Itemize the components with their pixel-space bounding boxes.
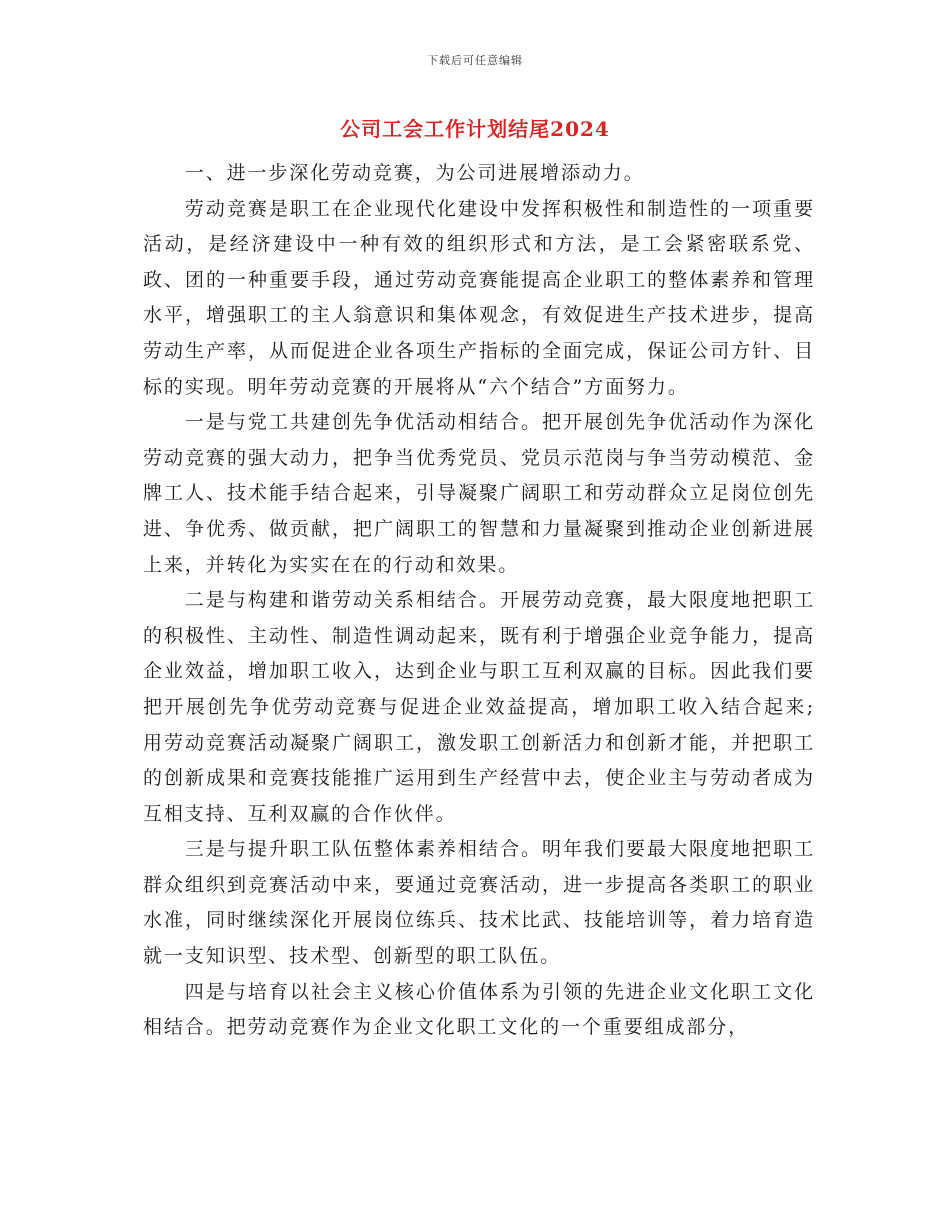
paragraph-point-one: 一是与党工共建创先争优活动相结合。把开展创先争优活动作为深化劳动竞赛的强大动力，把争当优秀党员、党员示范岗与争当劳动模范、金牌工人、技术能手结合起来，引导凝聚广阔职工和劳动群众立足岗位创先进、争优秀、做贡献，把广阔职工的智慧和力量凝聚到推动企业创新进展上来，并转化为实实在在的行动和效果。 — [143, 411, 815, 576]
document-title: 公司工会工作计划结尾2024 — [340, 117, 610, 141]
document-body — [143, 156, 815, 1046]
paragraph-intro: 劳动竞赛是职工在企业现代化建设中发挥积极性和制造性的一项重要活动，是经济建设中一种有效的组织形式和方法，是工会紧密联系党、政、团的一种重要手段，通过劳动竞赛能提高企业职工的整体素养和管理水平，增强职工的主人翁意识和集体观念，有效促进生产技术进步，提高劳动生产率，从而促进企业各项生产指标的全面完成，保证公司方针、目标的实现。明年劳动竞赛的开展将从“六个结合”方面努力。 — [143, 197, 815, 398]
header-note: 下载后可任意编辑 — [427, 54, 523, 67]
paragraph-point-four: 四是与培育以社会主义核心价值体系为引领的先进企业文化职工文化相结合。把劳动竞赛作为企业文化职工文化的一个重要组成部分， — [143, 980, 815, 1039]
paragraph-point-two: 二是与构建和谐劳动关系相结合。开展劳动竞赛，最大限度地把职工的积极性、主动性、制造性调动起来，既有利于增强企业竞争能力，提高企业效益，增加职工收入，达到企业与职工互利双赢的目标。因此我们要把开展创先争优劳动竞赛与促进企业效益提高，增加职工收入结合起来;用劳动竞赛活动凝聚广阔职工，激发职工创新活力和创新才能，并把职工的创新成果和竞赛技能推广运用到生产经营中去，使企业主与劳动者成为互相支持、互利双赢的合作伙伴。 — [143, 589, 815, 825]
paragraph-point-three: 三是与提升职工队伍整体素养相结合。明年我们要最大限度地把职工群众组织到竞赛活动中来，要通过竞赛活动，进一步提高各类职工的职业水准，同时继续深化开展岗位练兵、技术比武、技能培训等，着力培育造就一支知识型、技术型、创新型的职工队伍。 — [143, 838, 815, 968]
paragraph-section-heading: 一、进一步深化劳动竞赛，为公司进展增添动力。 — [184, 162, 645, 184]
